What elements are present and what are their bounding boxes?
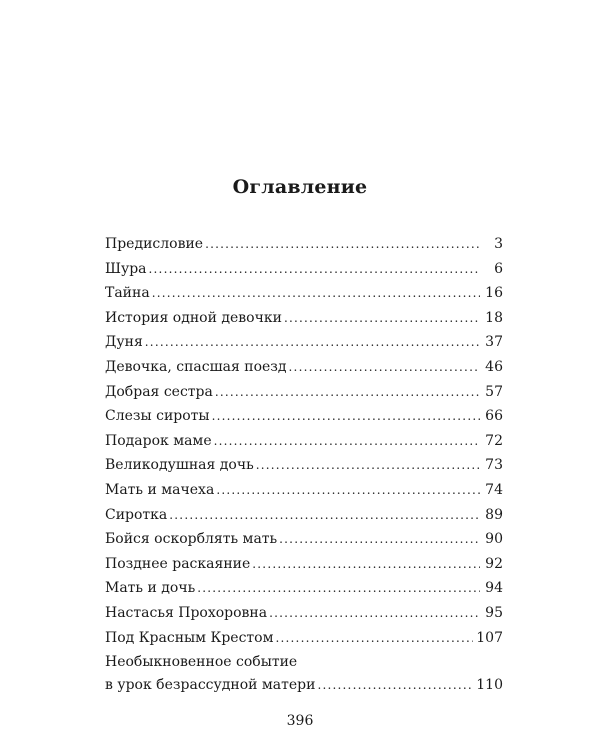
toc-entry-title-line2: в урок безрассудной матери (105, 677, 316, 694)
toc-entry (105, 626, 503, 651)
toc-entry (105, 503, 503, 528)
toc-entry-page: 89 (485, 506, 503, 523)
toc-entry-page: 57 (485, 383, 503, 400)
toc-entry-page: 90 (485, 531, 503, 548)
dot-leader (212, 404, 480, 429)
toc-entry-title: Добрая сестра (105, 383, 213, 400)
toc-entry (105, 257, 503, 282)
toc-entry (105, 429, 503, 454)
dot-leader (284, 306, 480, 331)
toc-entry-title: Девочка, спасшая поезд (105, 358, 287, 375)
toc-entry-title: Настасья Прохоровна (105, 604, 268, 621)
toc-entry (105, 552, 503, 577)
toc-entry-title: Под Красным Крестом (105, 629, 274, 646)
toc-entry-page: 46 (485, 358, 503, 375)
toc-entry (105, 232, 503, 257)
toc-entry (105, 576, 503, 601)
toc-entry (105, 330, 503, 355)
dot-leader (289, 355, 480, 380)
toc-entry (105, 652, 503, 697)
toc-entry-title: Мать и мачеха (105, 481, 215, 498)
toc-entry-title-line1: Необыкновенное событие (105, 654, 298, 671)
toc-entry (105, 380, 503, 405)
toc-entry-title: Мать и дочь (105, 580, 196, 597)
toc-entry-page: 110 (476, 677, 503, 694)
dot-leader (276, 626, 474, 651)
dot-leader (197, 576, 480, 601)
toc-entry-page: 3 (494, 236, 503, 252)
toc-entry-title: Сиротка (105, 506, 168, 523)
toc-entry-page: 18 (485, 309, 503, 326)
toc-entry-page: 6 (494, 260, 503, 277)
toc-entry-title: Предисловие (105, 236, 204, 252)
toc-entry-page: 72 (485, 432, 503, 449)
dot-leader (215, 380, 480, 405)
toc-entry-page: 92 (485, 555, 503, 572)
dot-leader (269, 601, 480, 626)
toc-entry-title: Тайна (105, 285, 150, 302)
toc-entry-page: 74 (485, 481, 503, 498)
dot-leader (256, 453, 480, 478)
toc-entry-title: Бойся оскорблять мать (105, 531, 278, 548)
table-of-contents (105, 232, 503, 697)
dot-leader (252, 552, 480, 577)
toc-entry (105, 355, 503, 380)
dot-leader (214, 429, 480, 454)
page-number: 396 (286, 713, 314, 729)
toc-entry-page: 37 (485, 334, 503, 351)
dot-leader (279, 527, 480, 552)
dot-leader (149, 257, 480, 282)
toc-entry (105, 453, 503, 478)
toc-entry (105, 281, 503, 306)
toc-entry (105, 404, 503, 429)
toc-entry-page: 94 (485, 580, 503, 597)
toc-entry (105, 306, 503, 331)
toc-entry-title: История одной девочки (105, 309, 282, 326)
toc-heading: Оглавление (232, 176, 368, 198)
toc-entry-title: Великодушная дочь (105, 457, 254, 474)
toc-entry-page: 95 (485, 604, 503, 621)
dot-leader (145, 330, 480, 355)
dot-leader (205, 232, 480, 257)
toc-entry (105, 601, 503, 626)
toc-entry-page: 66 (485, 408, 503, 425)
toc-entry-page: 73 (485, 457, 503, 474)
dot-leader (317, 673, 473, 697)
toc-entry-title: Слезы сироты (105, 408, 210, 425)
toc-entry (105, 478, 503, 503)
toc-entry-title: Шура (105, 260, 147, 277)
toc-entry-title: Подарок маме (105, 432, 212, 449)
toc-entry-page: 16 (485, 285, 503, 302)
toc-entry (105, 527, 503, 552)
toc-entry-title: Позднее раскаяние (105, 555, 251, 572)
dot-leader (216, 478, 480, 503)
toc-entry-page: 107 (476, 629, 503, 646)
dot-leader (169, 503, 480, 528)
toc-entry-title: Дуня (105, 334, 143, 351)
dot-leader (152, 281, 480, 306)
